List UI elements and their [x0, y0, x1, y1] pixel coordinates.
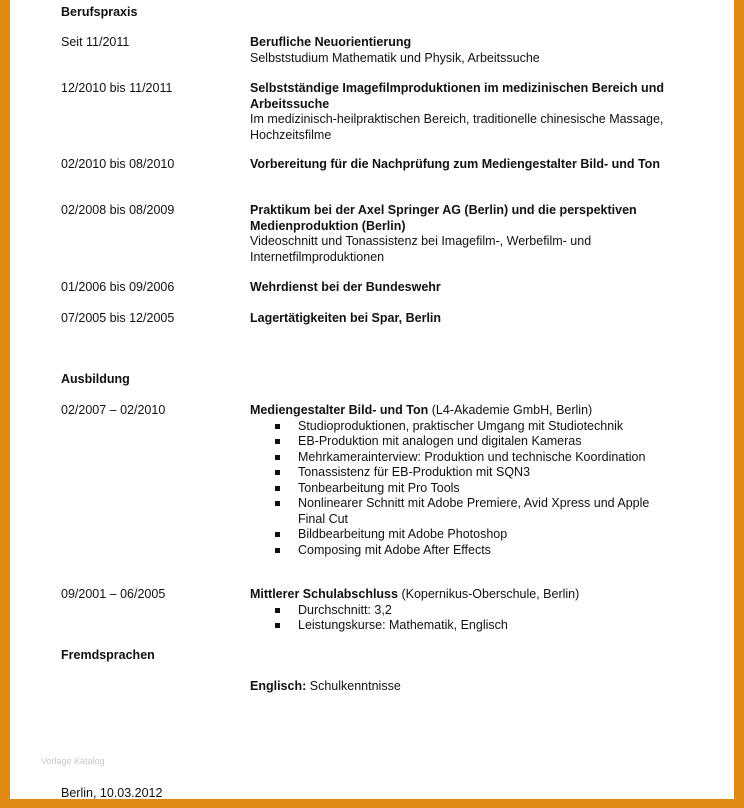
list-item: Nonlinearer Schnitt mit Adobe Premiere, Avid Xpress und Apple Final Cut	[250, 496, 670, 527]
bullet-list	[250, 419, 670, 559]
entry-title: Selbstständige Imagefilmproduktionen im medizinischen Bereich und Arbeitssuche	[250, 81, 664, 111]
entry-title: Berufliche Neuorientierung	[250, 35, 412, 49]
list-item: Composing mit Adobe After Effects	[250, 543, 670, 559]
watermark-text: Vorlage Katalog	[41, 756, 105, 766]
section-title-fremdsprachen: Fremdsprachen	[61, 648, 155, 662]
list-item: Durchschnitt: 3,2	[250, 603, 670, 619]
entry-date: 02/2010 bis 08/2010	[61, 157, 175, 171]
entry-description: Videoschnitt und Tonassistenz bei Imagefilm-, Werbefilm- und Internetfilmproduktionen	[250, 234, 592, 264]
entry-description: Selbststudium Mathematik und Physik, Arbeitssuche	[250, 50, 540, 65]
section-title-berufspraxis: Berufspraxis	[61, 5, 138, 19]
entry-date: 02/2008 bis 08/2009	[61, 203, 175, 217]
bullet-icon	[275, 608, 280, 613]
bullet-icon	[275, 455, 280, 460]
list-item: Tonassistenz für EB-Produktion mit SQN3	[250, 465, 670, 481]
bullet-icon	[275, 623, 280, 628]
list-item: Bildbearbeitung mit Adobe Photoshop	[250, 527, 670, 543]
entry-title: Mediengestalter Bild- und Ton	[250, 403, 429, 417]
cv-page	[10, 0, 734, 799]
bullet-icon	[275, 424, 280, 429]
list-item: Mehrkamerainterview: Produktion und technische Koordination	[250, 450, 670, 466]
entry-date: Seit 11/2011	[61, 35, 130, 49]
list-item: Tonbearbeitung mit Pro Tools	[250, 481, 670, 497]
bullet-icon	[275, 532, 280, 537]
section-title-ausbildung: Ausbildung	[61, 372, 130, 386]
entry-date: 07/2005 bis 12/2005	[61, 311, 175, 325]
list-item: Studioproduktionen, praktischer Umgang mit Studiotechnik	[250, 419, 670, 435]
entry-title: Lagertätigkeiten bei Spar, Berlin	[250, 311, 442, 325]
language-name: Englisch:	[250, 679, 307, 693]
entry-institution: (L4-Akademie GmbH, Berlin)	[428, 403, 593, 417]
bullet-icon	[275, 470, 280, 475]
entry-date: 09/2001 – 06/2005	[61, 587, 166, 601]
entry-date: 02/2007 – 02/2010	[61, 403, 166, 417]
bullet-list	[250, 603, 670, 634]
entry-title: Praktikum bei der Axel Springer AG (Berlin) und die perspektiven Medienproduktion (Berlin)	[250, 203, 637, 233]
bullet-icon	[275, 501, 280, 506]
entry-title: Wehrdienst bei der Bundeswehr	[250, 280, 441, 294]
entry-date: 12/2010 bis 11/2011	[61, 81, 173, 95]
entry-title: Vorbereitung für die Nachprüfung zum Mediengestalter Bild- und Ton	[250, 157, 660, 171]
entry-title: Mittlerer Schulabschluss	[250, 587, 398, 601]
language-level: Schulkenntnisse	[306, 679, 401, 693]
bullet-icon	[275, 548, 280, 553]
list-item: Leistungskurse: Mathematik, Englisch	[250, 618, 670, 634]
bullet-icon	[275, 439, 280, 444]
entry-institution: (Kopernikus-Oberschule, Berlin)	[397, 587, 580, 601]
entry-date: 01/2006 bis 09/2006	[61, 280, 175, 294]
place-date: Berlin, 10.03.2012	[61, 786, 163, 799]
entry-description: Im medizinisch-heilpraktischen Bereich, traditionelle chinesische Massage, Hochzeitsfilme	[250, 112, 664, 142]
list-item: EB-Produktion mit analogen und digitalen Kameras	[250, 434, 670, 450]
bullet-icon	[275, 486, 280, 491]
